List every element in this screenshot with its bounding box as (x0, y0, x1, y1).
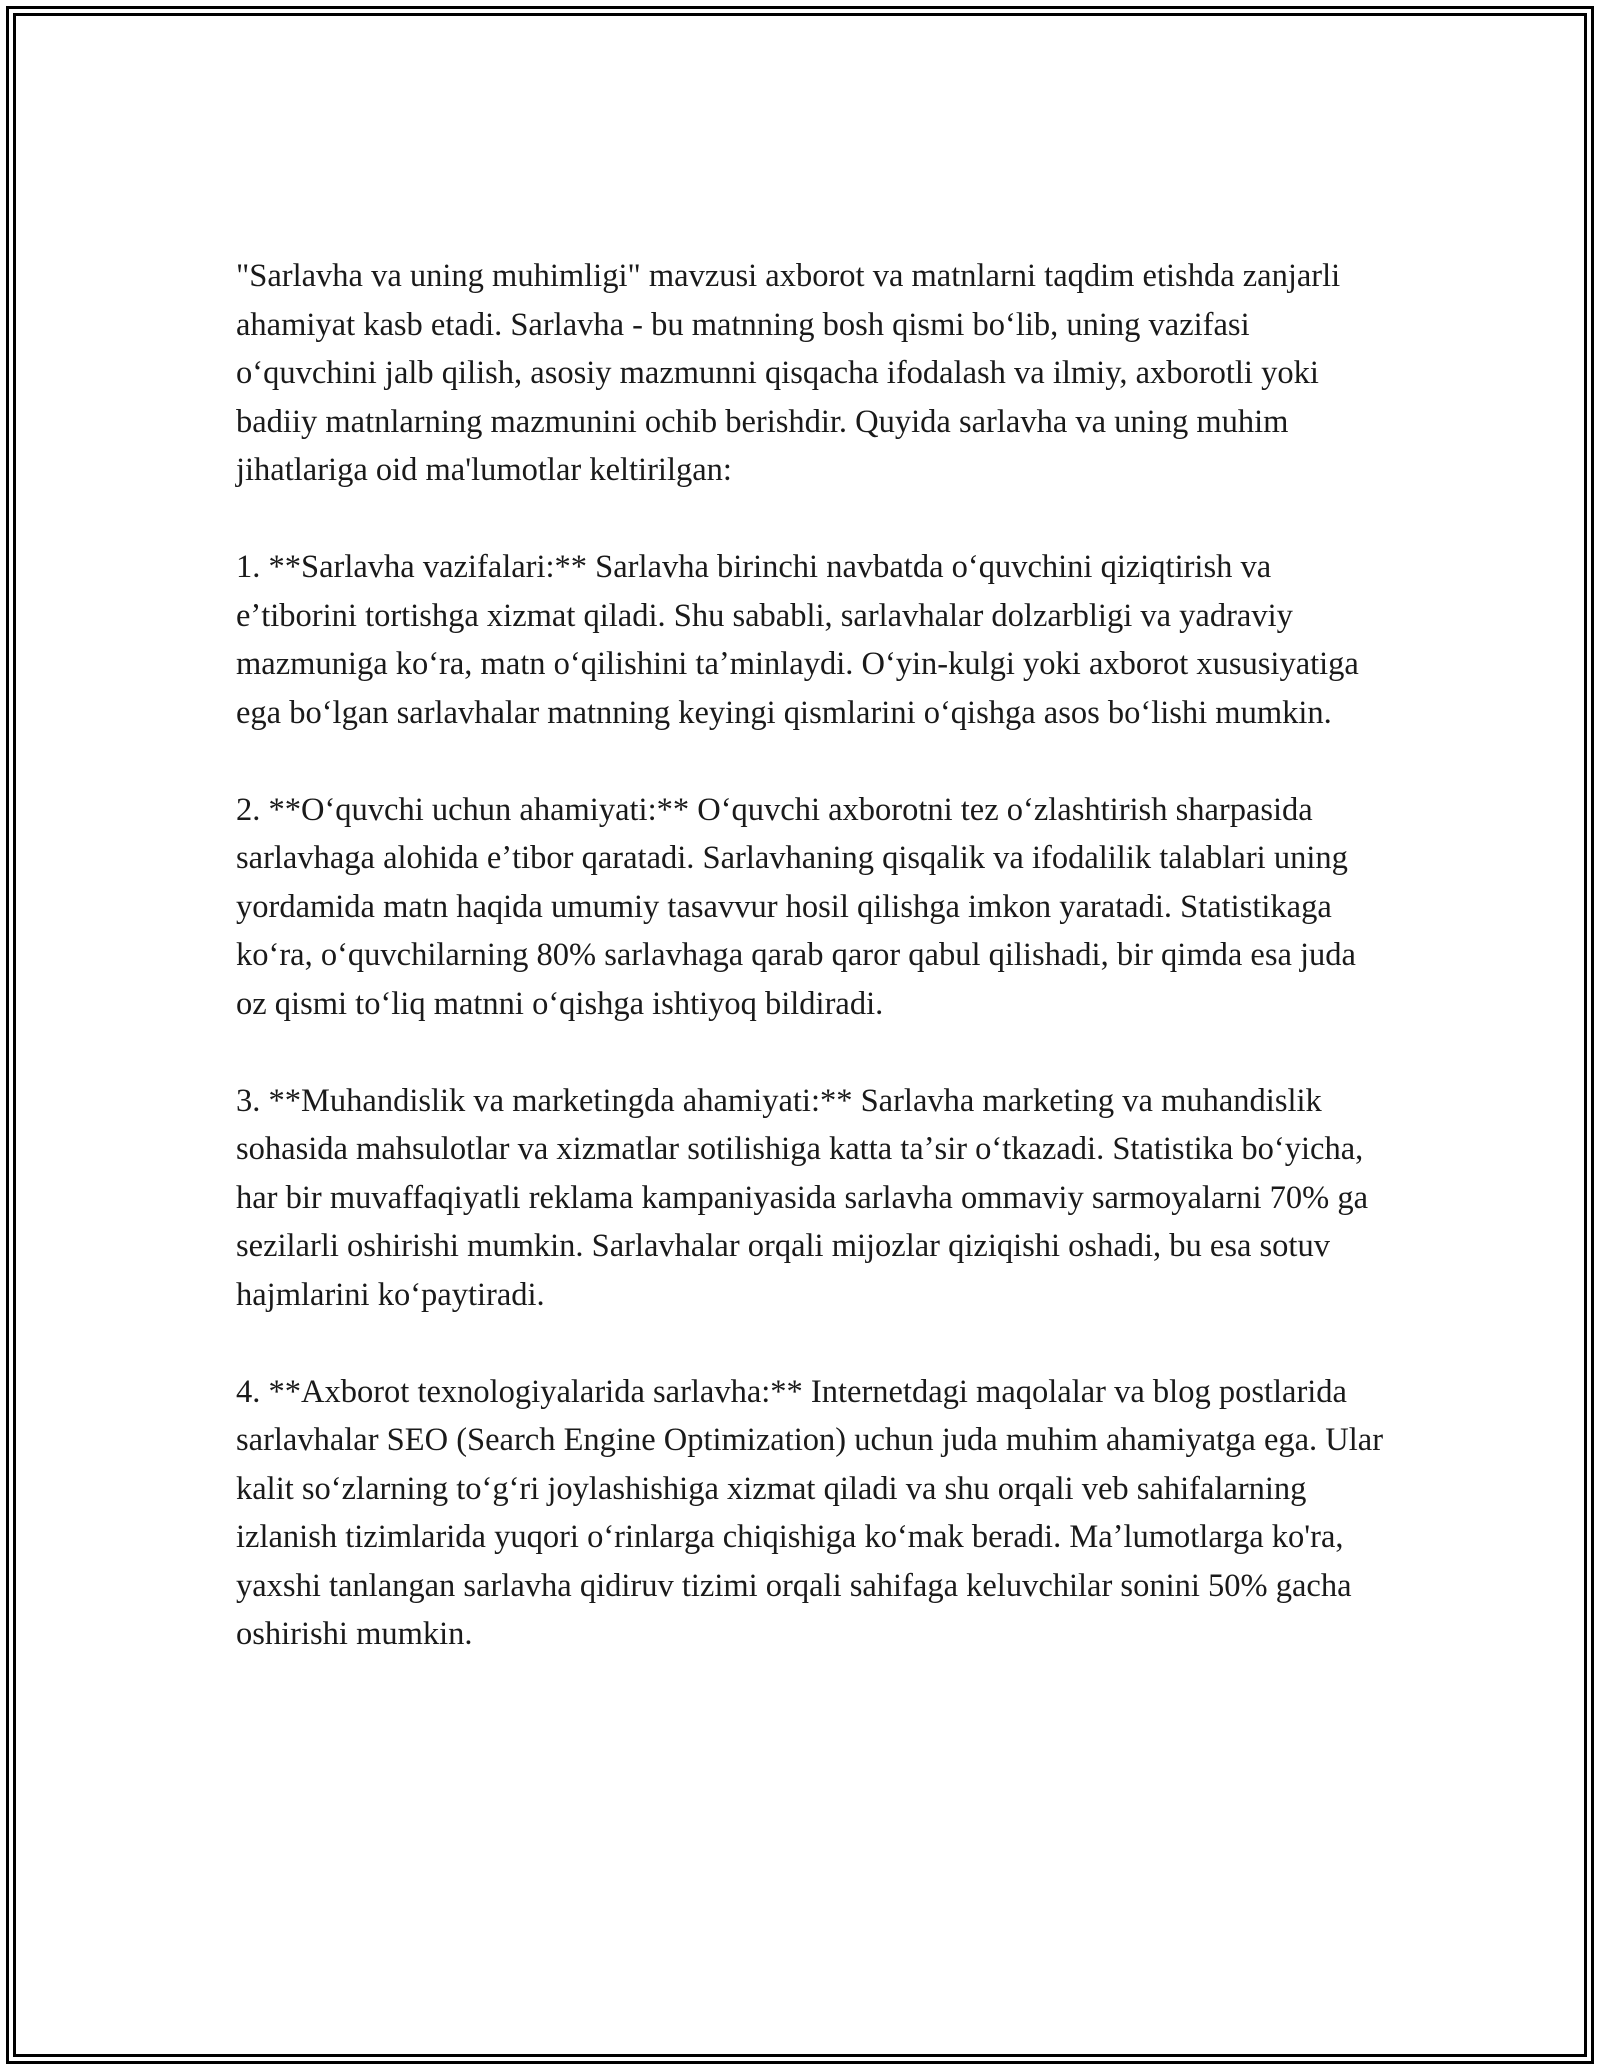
section-4-paragraph: 4. **Axborot texnologiyalarida sarlavha:** Internetdagi maqolalar va blog postlarida sarlavhalar SEO (Search Engine Optimization) uchun juda muhim ahamiyatga ega. Ular kalit soʻzlarning toʻgʻri joylashishiga xizmat qiladi va shu orqali veb sahifalarning izlanish tizimlarida yuqori oʻrinlarga chiqishiga koʻmak beradi. Maʼlumotlarga ko'ra, yaxshi tanlangan sarlavha qidiruv tizimi orqali sahifaga keluvchilar sonini 50% gacha oshirishi mumkin. (236, 1373, 1384, 1652)
section-1-paragraph: 1. **Sarlavha vazifalari:** Sarlavha birinchi navbatda oʻquvchini qiziqtirish va eʼtiborini tortishga xizmat qiladi. Shu sababli, sarlavhalar dolzarbligi va yadraviy mazmuniga koʻra, matn oʻqilishini taʼminlaydi. Oʻyin-kulgi yoki axborot xususiyatiga ega boʻlgan sarlavhalar matnning keyingi qismlarini oʻqishga asos boʻlishi mumkin. (236, 549, 1359, 731)
document-body (236, 252, 1386, 1659)
section-3-paragraph: 3. **Muhandislik va marketingda ahamiyati:** Sarlavha marketing va muhandislik sohasida mahsulotlar va xizmatlar sotilishiga katta taʼsir oʻtkazadi. Statistika boʻyicha, har bir muvaffaqiyatli reklama kampaniyasida sarlavha ommaviy sarmoyalarni 70% ga sezilarli oshirishi mumkin. Sarlavhalar orqali mijozlar qiziqishi oshadi, bu esa sotuv hajmlarini koʻpaytiradi. (236, 1082, 1368, 1313)
section-2-paragraph: 2. **Oʻquvchi uchun ahamiyati:** Oʻquvchi axborotni tez oʻzlashtirish sharpasida sarlavhaga alohida eʼtibor qaratadi. Sarlavhaning qisqalik va ifodalilik talablari uning yordamida matn haqida umumiy tasavvur hosil qilishga imkon yaratadi. Statistikaga koʻra, oʻquvchilarning 80% sarlavhaga qarab qaror qabul qilishadi, bir qimda esa juda oz qismi toʻliq matnni oʻqishga ishtiyoq bildiradi. (236, 791, 1356, 1022)
intro-paragraph: "Sarlavha va uning muhimligi" mavzusi axborot va matnlarni taqdim etishda zanjarli ahamiyat kasb etadi. Sarlavha - bu matnning bosh qismi boʻlib, uning vazifasi oʻquvchini jalb qilish, asosiy mazmunni qisqacha ifodalash va ilmiy, axborotli yoki badiiy matnlarning mazmunini ochib berishdir. Quyida sarlavha va uning muhim jihatlariga oid ma'lumotlar keltirilgan: (236, 258, 1341, 488)
